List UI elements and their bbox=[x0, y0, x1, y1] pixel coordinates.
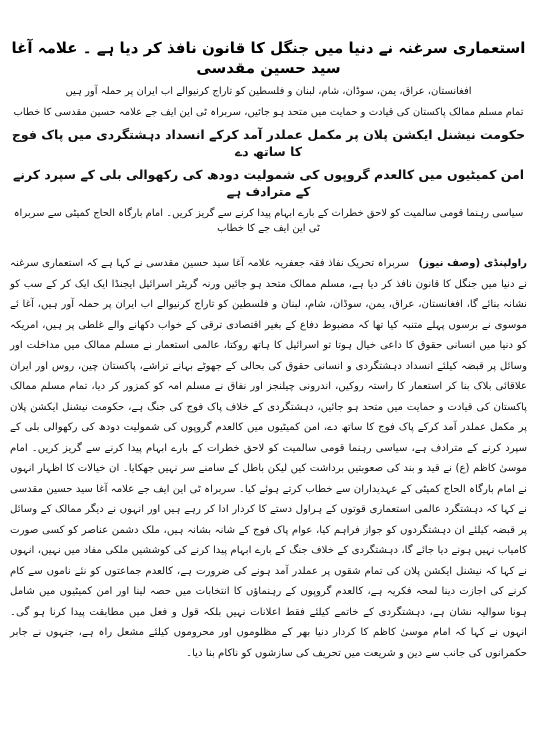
subheadline: حکومت نیشنل ایکشن پلان پر مکمل عملدر آمد کرکے انسداد دہشتگردی میں پاک فوج کا ساتھ دے bbox=[11, 127, 526, 159]
subheadline: سیاسی رہنما قومی سالمیت کو لاحق خطرات کے بارے ابہام پیدا کرنے سے گریز کریں۔ امام بارگاہ الحاج کمیٹی سے سربراہ ٹی این ایف جے کا خطاب bbox=[13, 208, 524, 234]
dateline: راولپنڈی (وصف نیوز) bbox=[418, 258, 527, 269]
article-headline: استعماری سرغنہ نے دنیا میں جنگل کا قانون نافذ کر دیا ہے ۔ علامہ آغا سید حسین مقدسی bbox=[11, 39, 526, 77]
article-body: سربراہ تحریک نفاذ فقہ جعفریہ علامہ آغا سید حسین مقدسی نے کہا ہے کہ استعماری سرغنہ نے دنیا میں جنگل کا قانون نافذ کر دیا ہے، مسلم ممالک متحد ہو جائیں ورنہ گریٹر اسرائیل ایجنڈا ایک ایک کر کے سب کو نشانہ بنائے گا، افغانستان، عراق، یمن، سوڈان، شام، لبنان و فلسطین کو تاراج کرنیوالے اب ایران پر حملہ آور ہیں، آغا ئے موسوی نے برسوں پہلے متنبہ کیا تھا کہ مضبوط دفاع کے بغیر اقتصادی ترقی کے خواب دکھانے والے غلطی پر ہیں، امریکہ کو دنیا میں انسانی حقوق کا داعی خیال ہوتا تو اسرائیل کا ہاتھ روکتا، عالمی استعمار نے مسلم ممالک میں مداخلت اور وسائل پر قبضہ کیلئے انسداد دہشتگردی و انسانی حقوق کی بحالی کے جھوٹے بہانے تراشے، پاکستان چین، روس اور ایران علاقائی بلاک بنا کر استعمار کا راستہ روکیں، اندرونی چیلنجز اور نفاق نے مسلم امہ کو کمزور کر دیا، تمام مسلم ممالک پاکستان کی قیادت و حمایت میں متحد ہو جائیں، دہشتگردی کے خلاف پاک فوج کی جنگ ہے، حکومت نیشنل ایکشن پلان پر مکمل عملدر آمد کرکے پاک فوج کا ساتھ دے، امن کمیٹیوں میں کالعدم گروپوں کی شمولیت دودھ کی رکھوالی بلی کے سپرد کرنے کے مترادف ہے، سیاسی رہنما قومی سالمیت کو لاحق خطرات کے بارے ابہام پیدا کرنے سے گریز کریں۔ امام موسیٰ کاظم (ع) نے قید و بند کی صعوبتیں برداشت کیں لیکن باطل کے سامنے سر نہیں جھکایا۔ ان خیالات کا اظہار انہوں نے امام بارگاہ الحاج کمیٹی کے عہدیداران سے خطاب کرتے ہوئے کیا۔ سربراہ ٹی این ایف جے علامہ آغا سید حسین مقدسی نے کہا کہ دہشتگرد عالمی استعماری قوتوں کے ہراول دستے کا کردار ادا کر رہے ہیں اور انہوں نے دیگر ممالک کے وسائل پر قبضہ کیلئے ان دہشتگردوں کو جواز فراہم کیا، عوام پاک فوج کے شانہ بشانہ ہیں، ملک دشمن عناصر کو کسی صورت کامیاب نہیں ہونے دیا جائے گا، دہشتگردی کے خلاف جنگ کے بارے ابہام پیدا کرنے کی کوششیں ملکی مفاد میں نہیں، انہوں نے کہا کہ نیشنل ایکشن پلان کی تمام شقوں پر عملدر آمد ہونے کی ضرورت ہے، کالعدم جماعتوں کو نئے ناموں سے کام کرنے کی اجازت دینا لمحہ فکریہ ہے، کالعدم گروپوں کے رہنماؤں کا انتخابات میں حصہ لینا اور امن کمیٹیوں میں شامل ہونا سوالیہ نشان ہے، دہشتگردی کے خاتمے کیلئے فقط اعلانات نہیں بلکہ قول و فعل میں مطابقت پیدا کرنا ہو گی۔ انہوں نے کہا کہ امام موسیٰ کاظم کا کردار دنیا بھر کے مظلوموں اور محروموں کیلئے مشعل راہ ہے، جنہوں نے جابر حکمرانوں کی جانب سے دین و شریعت میں تحریف کی سازشوں کو ناکام بنا دیا۔ bbox=[10, 258, 527, 659]
article-body-paragraph bbox=[10, 254, 527, 664]
subheadline: امن کمیٹیوں میں کالعدم گروپوں کی شمولیت دودھ کی رکھوالی بلی کے سپرد کرنے کے مترادف ہے bbox=[12, 167, 525, 199]
subheadline-list bbox=[10, 84, 527, 236]
subheadline: تمام مسلم ممالک پاکستان کی قیادت و حمایت میں متحد ہو جائیں، سربراہ ٹی این ایف جے علامہ حسین مقدسی کا خطاب bbox=[13, 107, 524, 118]
subheadline: افغانستان، عراق، یمن، سوڈان، شام، لبنان و فلسطین کو تاراج کرنیوالے اب ایران پر حملہ آور ہیں bbox=[65, 86, 472, 97]
